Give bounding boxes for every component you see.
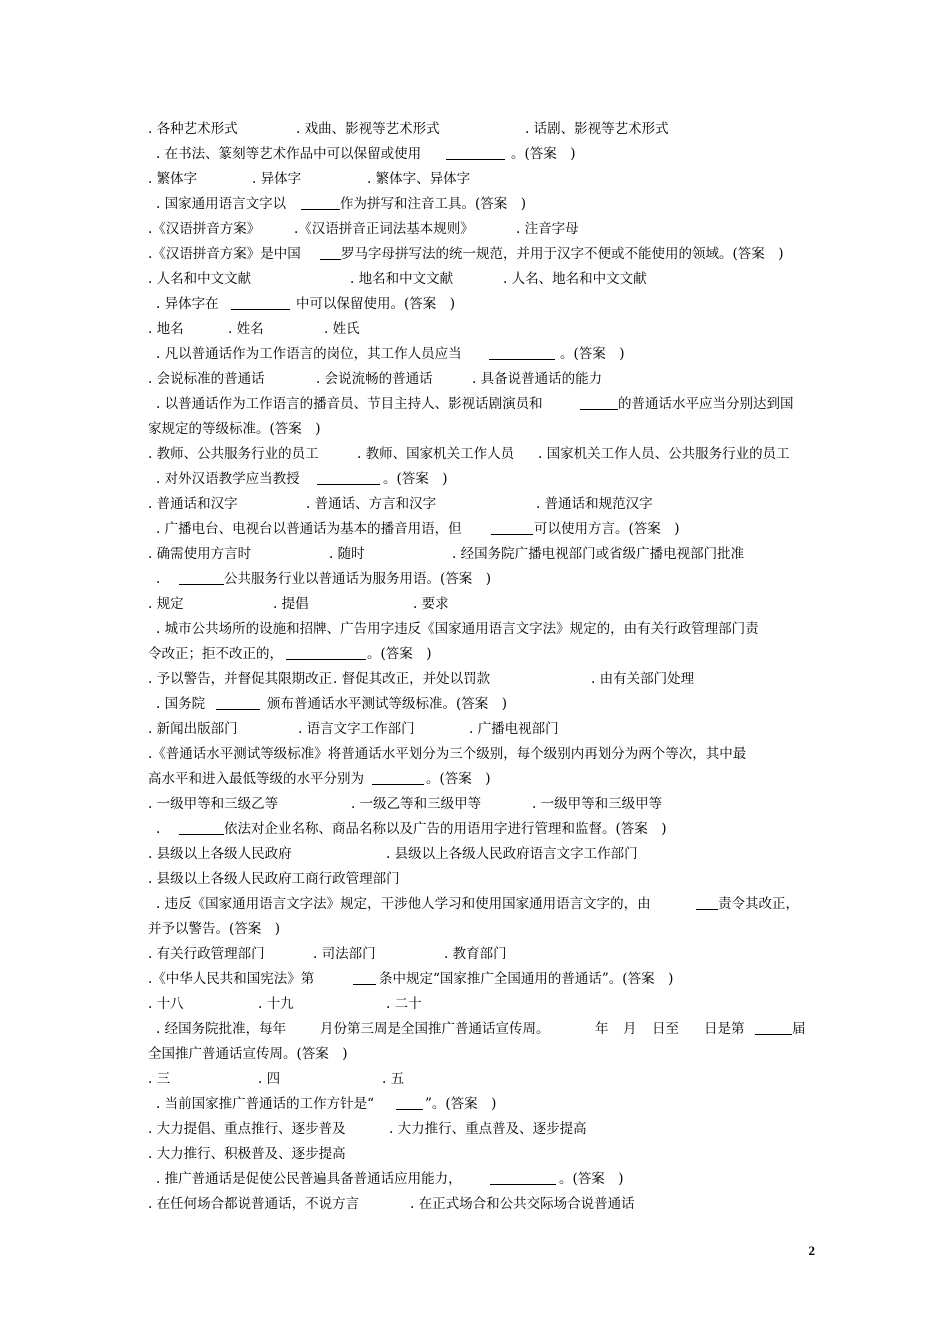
text-line (0, 517, 950, 542)
text-segment: . 一级甲等和三级乙等 (148, 796, 279, 812)
answer-blank (446, 159, 505, 160)
answer-blank (301, 209, 340, 210)
text-line (0, 1142, 950, 1167)
text-segment: . 十九 (258, 996, 294, 1012)
text-segment: . 县级以上各级人民政府语言文字工作部门 (386, 846, 638, 862)
text-segment: 。(答案 ) (426, 771, 491, 787)
text-segment: 作为拼写和注音工具。(答案 ) (340, 196, 527, 212)
text-segment: . 有关行政管理部门 (148, 946, 265, 962)
text-segment: . 在书法、篆刻等艺术作品中可以保留或使用 (156, 146, 422, 162)
text-segment: . 国务院 (156, 696, 206, 712)
answer-blank (696, 909, 718, 910)
text-segment: . 戏曲、影视等艺术形式 (296, 121, 440, 137)
text-line (0, 267, 950, 292)
answer-blank (179, 584, 224, 585)
text-line (0, 767, 950, 792)
text-line (0, 317, 950, 342)
text-segment: . 提倡 (273, 596, 309, 612)
text-segment: 可以使用方言。(答案 ) (534, 521, 680, 537)
text-segment: 日是第 (704, 1021, 745, 1037)
text-segment: .《中华人民共和国宪法》第 (148, 971, 315, 987)
text-segment: . 要求 (413, 596, 449, 612)
text-segment: . 人名和中文文献 (148, 271, 252, 287)
text-segment: . 经国务院广播电视部门或省级广播电视部门批准 (452, 546, 745, 562)
text-line (0, 342, 950, 367)
answer-blank (216, 709, 260, 710)
text-segment: . 国家通用语言文字以 (156, 196, 287, 212)
text-line (0, 917, 950, 942)
text-line (0, 1067, 950, 1092)
text-segment: . 姓名 (228, 321, 264, 337)
text-segment: 的普通话水平应当分别达到国 (618, 396, 794, 412)
text-segment: . 会说标准的普通话 (148, 371, 265, 387)
text-segment: ”。(答案 ) (425, 1096, 497, 1112)
text-segment: . 当前国家推广普通话的工作方针是“ (156, 1096, 374, 1112)
text-segment: 罗马字母拼写法的统一规范，并用于汉字不便或不能使用的领域。(答案 ) (341, 246, 784, 262)
text-line (0, 467, 950, 492)
text-segment: . 对外汉语教学应当教授 (156, 471, 300, 487)
text-line (0, 942, 950, 967)
text-segment: . 确需使用方言时 (148, 546, 252, 562)
text-segment: . 督促其改正，并处以罚款 (333, 671, 491, 687)
text-segment: . 话剧、影视等艺术形式 (525, 121, 669, 137)
text-line (0, 1042, 950, 1067)
answer-blank (286, 659, 366, 660)
text-segment: . 大力提倡、重点推行、逐步普及 (148, 1121, 346, 1137)
text-segment: 。(答案 ) (383, 471, 448, 487)
text-segment: . 城市公共场所的设施和招牌、广告用字违反《国家通用语言文字法》规定的，由有关行政管理部门责 (156, 621, 759, 637)
text-segment: 高水平和进入最低等级的水平分别为 (148, 771, 364, 787)
answer-blank (231, 309, 290, 310)
text-segment: . 地名和中文文献 (350, 271, 454, 287)
text-segment: 月 (623, 1021, 637, 1037)
text-segment: .《汉语拼音方案》 (148, 221, 261, 237)
text-segment: 届 (792, 1021, 806, 1037)
text-segment: .《汉语拼音正词法基本规则》 (294, 221, 474, 237)
text-segment: . 规定 (148, 596, 184, 612)
answer-blank (320, 259, 341, 260)
text-line (0, 1192, 950, 1217)
answer-blank (490, 1184, 556, 1185)
text-segment: 日至 (652, 1021, 679, 1037)
text-line (0, 542, 950, 567)
text-segment: 。(答案 ) (367, 646, 432, 662)
text-line (0, 392, 950, 417)
answer-blank (179, 834, 224, 835)
text-line (0, 567, 950, 592)
text-line (0, 717, 950, 742)
text-line (0, 592, 950, 617)
text-segment: . 教师、国家机关工作人员 (357, 446, 515, 462)
answer-blank (580, 409, 618, 410)
text-segment: 月份第三周是全国推广普通话宣传周。 (320, 1021, 550, 1037)
text-segment: . 二十 (386, 996, 422, 1012)
text-segment: .《汉语拼音方案》是中国 (148, 246, 301, 262)
text-line (0, 992, 950, 1017)
text-line (0, 867, 950, 892)
text-segment: . 教育部门 (444, 946, 507, 962)
answer-blank (317, 484, 380, 485)
text-segment: . 经国务院批准，每年 (156, 1021, 287, 1037)
text-segment: . 广播电台、电视台以普通话为基本的播音用语，但 (156, 521, 462, 537)
text-segment: . 各种艺术形式 (148, 121, 238, 137)
text-segment: . 推广普通话是促使公民普遍具备普通话应用能力， (156, 1171, 462, 1187)
text-segment: . (156, 821, 161, 837)
text-segment: 年 (595, 1021, 609, 1037)
page-number: 2 (808, 1243, 815, 1258)
text-line (0, 1017, 950, 1042)
text-segment: 令改正；拒不改正的， (148, 646, 283, 662)
text-segment: . 司法部门 (313, 946, 376, 962)
text-line (0, 967, 950, 992)
text-segment: . 凡以普通话作为工作语言的岗位，其工作人员应当 (156, 346, 462, 362)
text-segment: . 三 (148, 1071, 171, 1087)
text-segment: 公共服务行业以普通话为服务用语。(答案 ) (224, 571, 492, 587)
text-segment: 中可以保留使用。(答案 ) (296, 296, 456, 312)
text-segment: 。(答案 ) (511, 146, 576, 162)
text-segment: 家规定的等级标准。(答案 ) (148, 421, 321, 437)
text-line (0, 442, 950, 467)
text-segment: . 四 (258, 1071, 281, 1087)
text-segment: . 异体字 (252, 171, 302, 187)
text-line (0, 892, 950, 917)
text-line (0, 367, 950, 392)
text-segment: .《普通话水平测试等级标准》将普通话水平划分为三个级别，每个级别内再划分为两个等次，其中最 (148, 746, 747, 762)
answer-blank (489, 359, 555, 360)
text-segment: 责令其改正， (718, 896, 799, 912)
text-line (0, 117, 950, 142)
text-line (0, 242, 950, 267)
text-segment: 。(答案 ) (559, 1171, 624, 1187)
text-line (0, 742, 950, 767)
text-segment: . 一级乙等和三级甲等 (351, 796, 482, 812)
text-line (0, 842, 950, 867)
text-segment: 全国推广普通话宣传周。(答案 ) (148, 1046, 348, 1062)
text-segment: . 大力推行、重点普及、逐步提高 (389, 1121, 587, 1137)
text-segment: . 繁体字 (148, 171, 198, 187)
text-line (0, 792, 950, 817)
text-segment: 并予以警告。(答案 ) (148, 921, 281, 937)
text-line (0, 492, 950, 517)
text-segment: . 在正式场合和公共交际场合说普通话 (410, 1196, 635, 1212)
text-segment: . 新闻出版部门 (148, 721, 238, 737)
text-segment: 颁布普通话水平测试等级标准。(答案 ) (267, 696, 508, 712)
text-segment: 。(答案 ) (560, 346, 625, 362)
text-segment: . 随时 (329, 546, 365, 562)
text-line (0, 692, 950, 717)
text-segment: 依法对企业名称、商品名称以及广告的用语用字进行管理和监督。(答案 ) (224, 821, 667, 837)
text-segment: . 县级以上各级人民政府工商行政管理部门 (148, 871, 400, 887)
text-segment: . 予以警告，并督促其限期改正 (148, 671, 333, 687)
text-line (0, 1167, 950, 1192)
text-segment: . 地名 (148, 321, 184, 337)
text-segment: . 姓氏 (324, 321, 360, 337)
text-segment: . 语言文字工作部门 (298, 721, 415, 737)
text-line (0, 642, 950, 667)
answer-blank (372, 784, 424, 785)
text-segment: . 大力推行、积极普及、逐步提高 (148, 1146, 346, 1162)
text-line (0, 617, 950, 642)
text-segment: . 一级甲等和三级甲等 (532, 796, 663, 812)
text-segment: . 广播电视部门 (469, 721, 559, 737)
text-segment: . 注音字母 (516, 221, 579, 237)
answer-blank (353, 984, 376, 985)
text-segment: . 县级以上各级人民政府 (148, 846, 292, 862)
text-line (0, 1117, 950, 1142)
text-line (0, 817, 950, 842)
text-segment: . 由有关部门处理 (591, 671, 695, 687)
text-segment: . 具备说普通话的能力 (472, 371, 603, 387)
text-segment: . 普通话、方言和汉字 (306, 496, 437, 512)
answer-blank (396, 1109, 423, 1110)
text-segment: . 人名、地名和中文文献 (503, 271, 647, 287)
text-segment: . 会说流畅的普通话 (316, 371, 433, 387)
text-line (0, 667, 950, 692)
text-segment: . 普通话和规范汉字 (536, 496, 653, 512)
text-segment: . 违反《国家通用语言文字法》规定，干涉他人学习和使用国家通用语言文字的，由 (156, 896, 651, 912)
text-line (0, 167, 950, 192)
text-line (0, 142, 950, 167)
text-segment: 条中规定“国家推广全国通用的普通话”。(答案 ) (379, 971, 674, 987)
text-segment: . 五 (382, 1071, 405, 1087)
answer-blank (755, 1034, 792, 1035)
text-segment: . 普通话和汉字 (148, 496, 238, 512)
text-line (0, 1092, 950, 1117)
text-segment: . 在任何场合都说普通话，不说方言 (148, 1196, 360, 1212)
text-line (0, 192, 950, 217)
text-line (0, 292, 950, 317)
answer-blank (491, 534, 533, 535)
text-line (0, 217, 950, 242)
text-segment: . (156, 571, 161, 587)
text-segment: . 异体字在 (156, 296, 219, 312)
text-segment: . 十八 (148, 996, 184, 1012)
text-line (0, 417, 950, 442)
text-segment: . 繁体字、异体字 (367, 171, 471, 187)
text-segment: . 国家机关工作人员、公共服务行业的员工 (538, 446, 790, 462)
text-segment: . 教师、公共服务行业的员工 (148, 446, 319, 462)
text-segment: . 以普通话作为工作语言的播音员、节目主持人、影视话剧演员和 (156, 396, 543, 412)
